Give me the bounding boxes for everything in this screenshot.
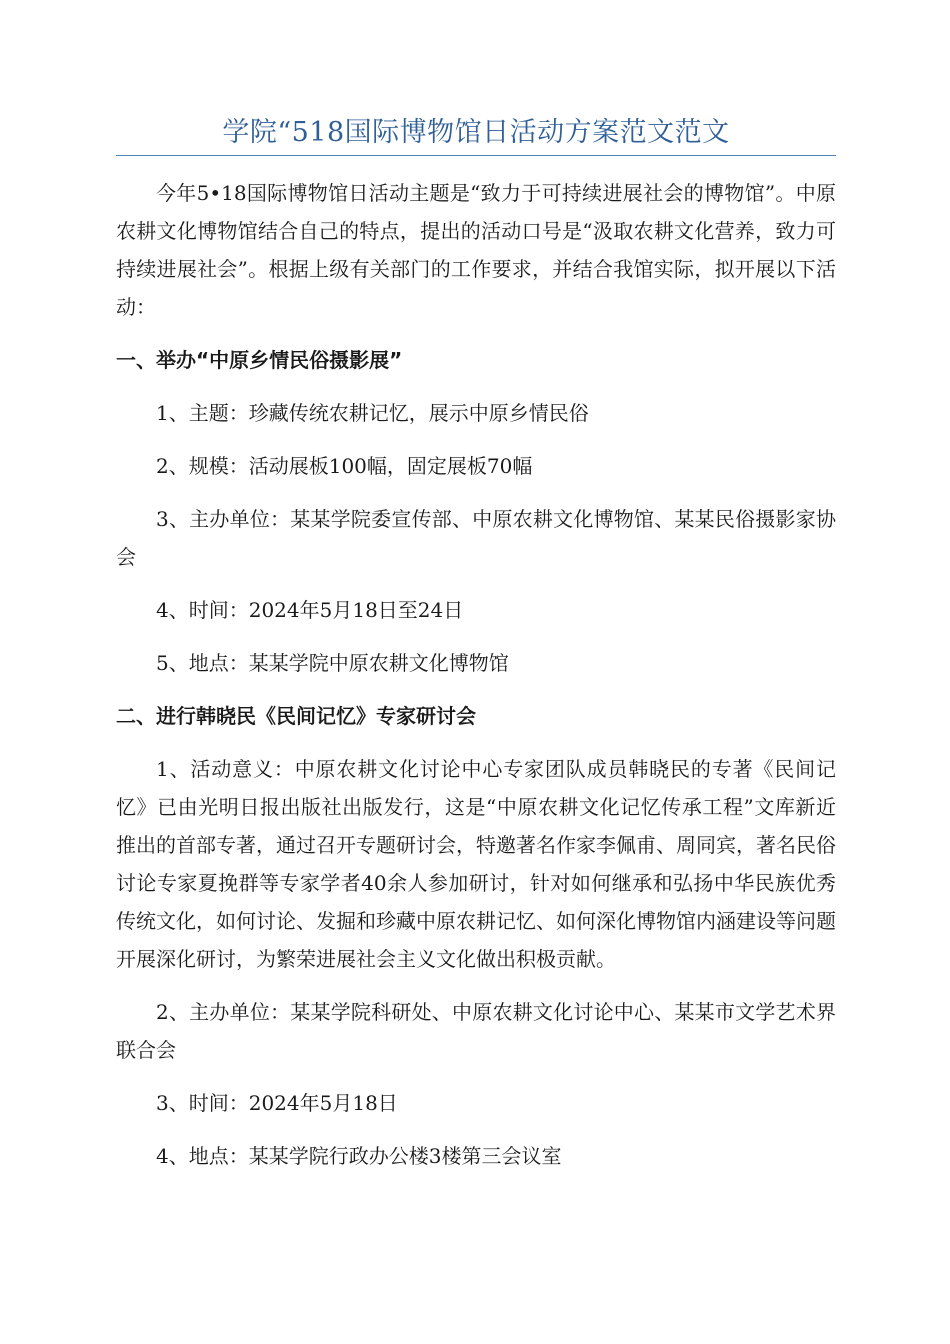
section-2-item-location: 4、地点：某某学院行政办公楼3楼第三会议室: [156, 1144, 562, 1168]
section-1-item-scale: 2、规模：活动展板100幅，固定展板70幅: [156, 454, 533, 478]
section-1-item-time: 4、时间：2024年5月18日至24日: [156, 598, 464, 622]
section-2-item-organizers: 2、主办单位：某某学院科研处、中原农耕文化讨论中心、某某市文学艺术界联合会: [116, 1000, 836, 1062]
section-1-heading: 一、举办“中原乡情民俗摄影展”: [116, 348, 403, 372]
intro-paragraph: 今年5•18国际博物馆日活动主题是“致力于可持续进展社会的博物馆”。中原农耕文化博物馆结合自己的特点，提出的活动口号是“汲取农耕文化营养，致力可持续进展社会”。根据上级有关部门的工作要求，并结合我馆实际，拟开展以下活动：: [116, 181, 836, 319]
section-2-item-significance: 1、活动意义：中原农耕文化讨论中心专家团队成员韩晓民的专著《民间记忆》已由光明日报出版社出版发行，这是“中原农耕文化记忆传承工程”文库新近推出的首部专著，通过召开专题研讨会，特邀著名作家李佩甫、周同宾，著名民俗讨论专家夏挽群等专家学者40余人参加研讨，针对如何继承和弘扬中华民族优秀传统文化，如何讨论、发掘和珍藏中原农耕记忆、如何深化博物馆内涵建设等问题开展深化研讨，为繁荣进展社会主义文化做出积极贡献。: [116, 757, 836, 971]
document-page: [116, 110, 836, 1190]
document-title: 学院“518国际博物馆日活动方案范文范文: [116, 110, 836, 156]
section-1-item-location: 5、地点：某某学院中原农耕文化博物馆: [156, 651, 509, 675]
section-2-item-time: 3、时间：2024年5月18日: [156, 1091, 398, 1115]
section-1-item-theme: 1、主题：珍藏传统农耕记忆，展示中原乡情民俗: [156, 401, 589, 425]
section-2-heading: 二、进行韩晓民《民间记忆》专家研讨会: [116, 704, 476, 728]
section-1-item-organizers: 3、主办单位：某某学院委宣传部、中原农耕文化博物馆、某某民俗摄影家协会: [116, 507, 836, 569]
